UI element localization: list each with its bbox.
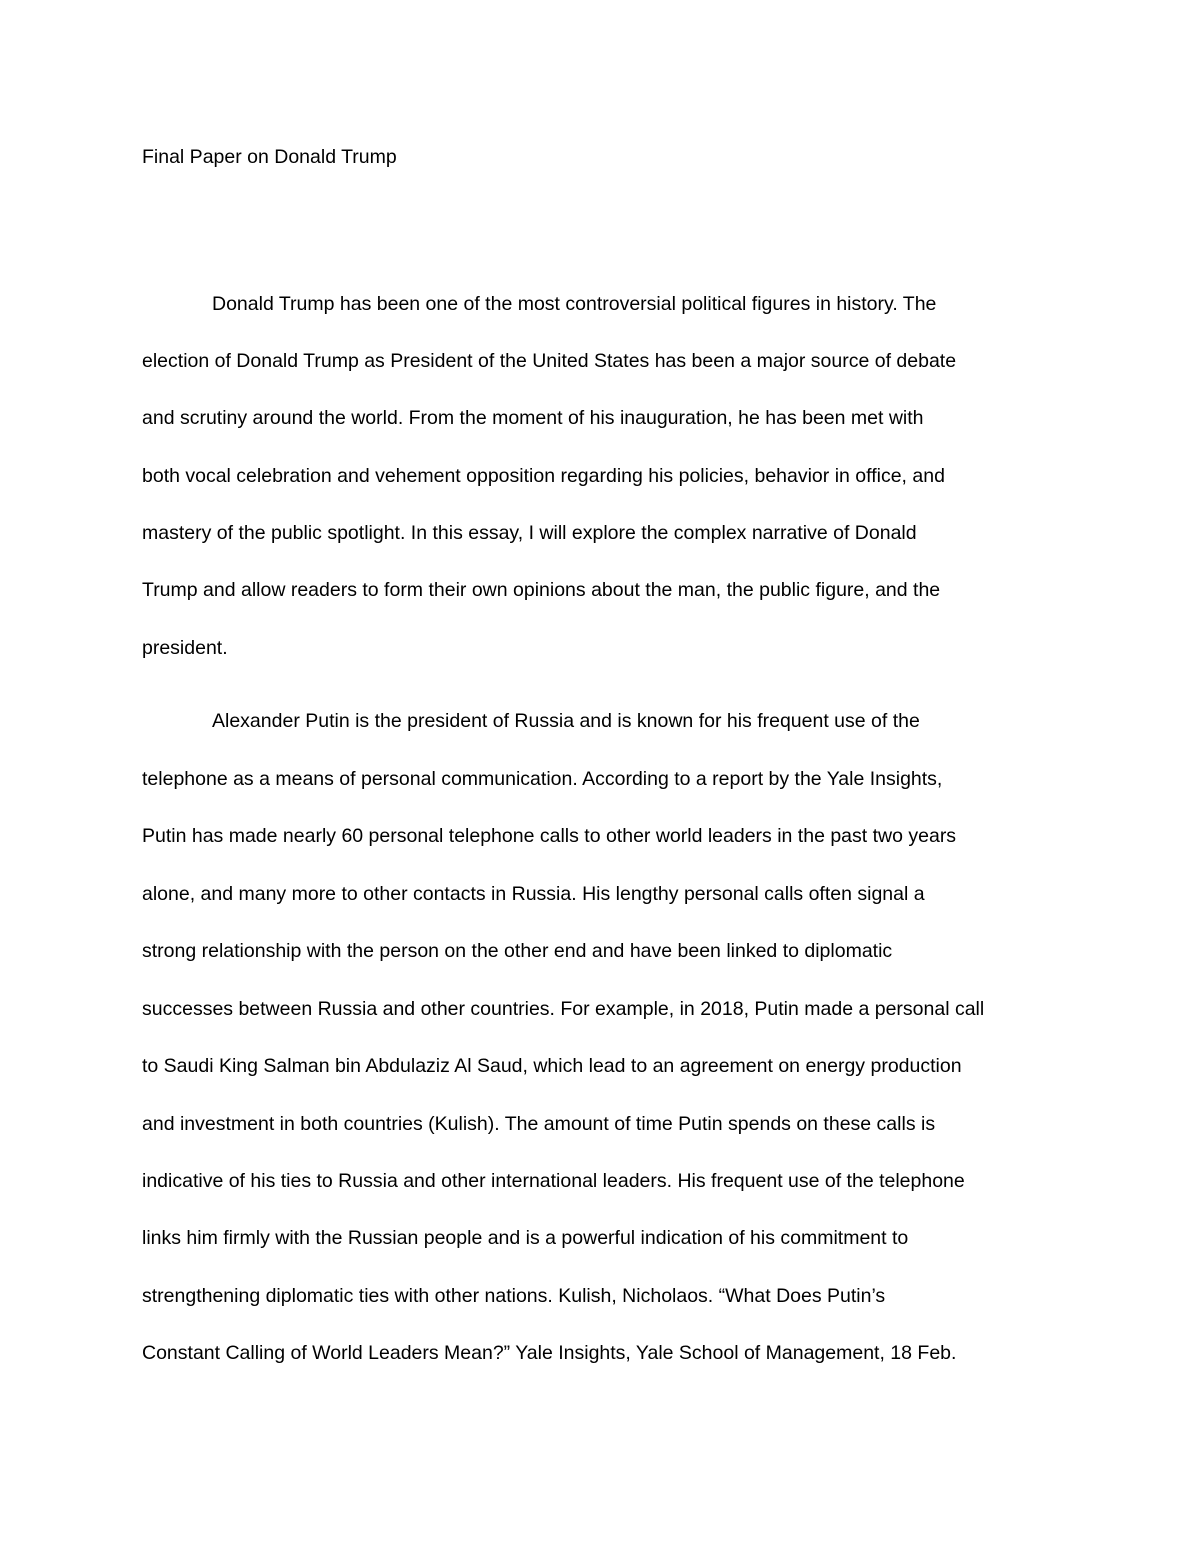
paragraph-line: to Saudi King Salman bin Abdulaziz Al Saud, which lead to an agreement on energy production [142,1055,962,1077]
paragraph-line: and investment in both countries (Kulish). The amount of time Putin spends on these calls is [142,1113,936,1135]
paragraph-line: Putin has made nearly 60 personal telephone calls to other world leaders in the past two years [142,825,957,847]
paragraph-line: Donald Trump has been one of the most controversial political figures in history. The [212,293,937,315]
paragraph-line: and scrutiny around the world. From the moment of his inauguration, he has been met with [142,407,924,429]
paragraph-line: Alexander Putin is the president of Russia and is known for his frequent use of the [212,710,920,732]
paragraph-line: alone, and many more to other contacts in Russia. His lengthy personal calls often signal a [142,883,925,905]
paragraph-line: successes between Russia and other countries. For example, in 2018, Putin made a personal call [142,998,985,1020]
paragraph-line: telephone as a means of personal communication. According to a report by the Yale Insights, [142,768,943,790]
paragraph-line: mastery of the public spotlight. In this essay, I will explore the complex narrative of Donald [142,522,917,544]
paragraph-line: links him firmly with the Russian people and is a powerful indication of his commitment to [142,1227,909,1249]
paragraph-line: election of Donald Trump as President of the United States has been a major source of debate [142,350,957,372]
paragraph-line: indicative of his ties to Russia and other international leaders. His frequent use of the telephone [142,1170,965,1192]
paragraph-line: president. [142,637,228,659]
paragraph-line: Trump and allow readers to form their own opinions about the man, the public figure, and the [142,579,941,601]
document-title: Final Paper on Donald Trump [142,146,397,168]
paragraph-line: Constant Calling of World Leaders Mean?” Yale Insights, Yale School of Management, 18 Feb. [142,1342,957,1364]
paragraph-line: both vocal celebration and vehement opposition regarding his policies, behavior in office, and [142,465,945,487]
paragraph-line: strong relationship with the person on the other end and have been linked to diplomatic [142,940,893,962]
paragraph-line: strengthening diplomatic ties with other nations. Kulish, Nicholaos. “What Does Putin’s [142,1285,886,1307]
